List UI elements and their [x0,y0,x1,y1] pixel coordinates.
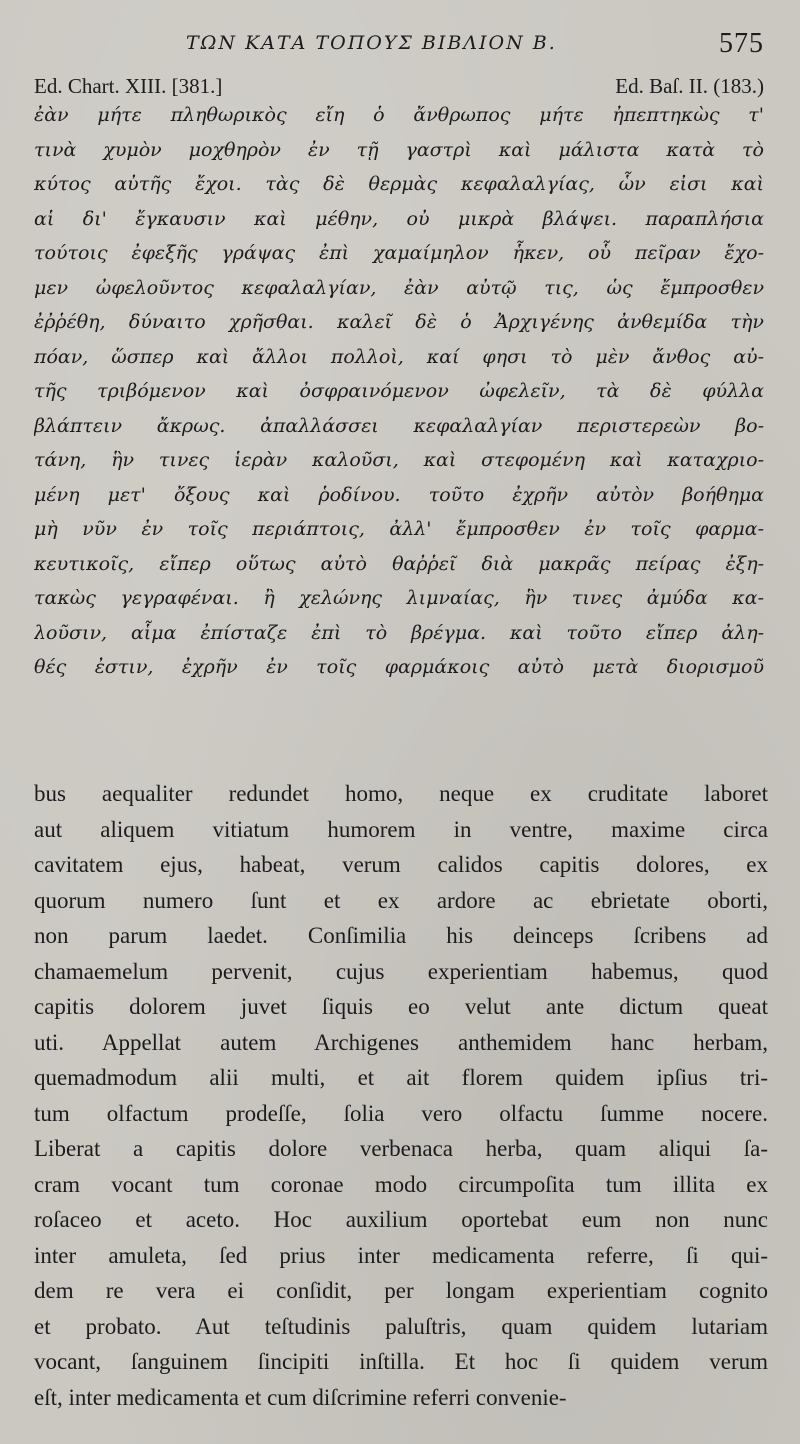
latin-line: roſaceo et aceto. Hoc auxilium oportebat eum non nunc [34,1207,768,1232]
latin-line: eſt, inter medicamenta et cum diſcrimine referri convenie- [34,1384,567,1410]
latin-line: et probato. Aut teſtudinis paluſtris, quam quidem lutariam [34,1313,768,1339]
latin-line: non parum laedet. Conſimilia his deinceps ſcribens ad [34,923,768,948]
greek-line: τάνη, ἣν τινες ἱερὰν καλοῦσι, καὶ στεφομένη καὶ καταχριο- [34,449,764,471]
latin-line: capitis dolorem juvet ſiquis eo velut ante dictum queat [34,994,768,1019]
greek-line: τινὰ χυμὸν μοχθηρὸν ἐν τῇ γαστρὶ καὶ μάλιστα κατὰ τὸ [34,138,764,161]
greek-line: τῆς τριβόμενον καὶ ὀσφραινόμενον ὠφελεῖν, τὰ δὲ φύλλα [34,380,764,402]
greek-line: πόαν, ὥσπερ καὶ ἄλλοι πολλοὶ, καί φησι τὸ μὲν ἄνθος αὐ- [34,345,764,368]
running-head-title: ΤΩΝ ΚΑΤΑ ΤΟΠΟΥΣ ΒΙΒΛΙΟΝ Β. [186,32,557,54]
running-head [0,30,800,60]
latin-line: quemadmodum alii multi, et ait florem quidem ipſius tri- [34,1065,768,1090]
greek-line: τούτοις ἐφεξῆς γράψας ἐπὶ χαμαίμηλον ἧκεν, οὗ πεῖραν ἔχο- [34,242,764,264]
latin-line: vocant, ſanguinem ſincipiti inſtilla. Et hoc ſi quidem verum [34,1349,768,1374]
page-number: 575 [719,28,764,59]
latin-line: dem re vera ei conſidit, per longam experientiam cognito [34,1278,768,1303]
greek-line: ἐὰν μήτε πληθωρικὸς εἴη ὁ ἄνθρωπος μήτε ἠπεπτηκὼς τ' [34,104,764,126]
greek-line: κευτικοῖς, εἴπερ οὕτως αὐτὸ θαῤῥεῖ διὰ μακρᾶς πείρας ἐξη- [34,552,764,575]
latin-line: aut aliquem vitiatum humorem in ventre, maxime circa [34,816,768,842]
latin-line: quorum numero ſunt et ex ardore ac ebrietate oborti, [34,887,768,913]
greek-line: ἐῤῥέθη, δύναιτο χρῆσθαι. καλεῖ δὲ ὁ Ἀρχιγένης ἀνθεμίδα τὴν [34,311,764,333]
greek-line: βλάπτειν ἄκρως. ἀπαλλάσσει κεφαλαλγίαν περιστερεὼν βο- [34,414,764,437]
greek-line: μεν ὠφελοῦντος κεφαλαλγίαν, ἐὰν αὐτῷ τις, ὡς ἔμπροσθεν [34,276,764,299]
latin-text-block [34,776,768,1415]
basel-edition-ref: Ed. Baſ. II. (183.) [615,74,764,98]
greek-line: μένη μετ' ὄξους καὶ ῥοδίνου. τοῦτο ἐχρῆν αὐτὸν βοήθημα [34,483,764,506]
greek-line: αἱ δι' ἔγκαυσιν καὶ μέθην, οὐ μικρὰ βλάψει. παραπλήσια [34,207,764,230]
latin-line: cavitatem ejus, habeat, verum calidos capitis dolores, ex [34,852,768,877]
greek-line: τακὼς γεγραφέναι. ἢ χελώνης λιμναίας, ἣν τινες ἀμύδα κα- [34,587,764,609]
latin-line: tum olfactum prodeſſe, ſolia vero olfactu ſumme nocere. [34,1100,768,1126]
greek-line: θές ἐστιν, ἐχρῆν ἐν τοῖς φαρμάκοις αὐτὸ μετὰ διορισμοῦ [34,656,764,678]
greek-line: κύτος αὐτῆς ἔχοι. τὰς δὲ θερμὰς κεφαλαλγίας, ὧν εἰσι καὶ [34,173,764,195]
greek-line: λοῦσιν, αἷμα ἐπίσταζε ἐπὶ τὸ βρέγμα. καὶ τοῦτο εἴπερ ἀλη- [34,621,764,644]
latin-line: cram vocant tum coronae modo circumpoſita tum illita ex [34,1171,768,1197]
latin-line: inter amuleta, ſed prius inter medicamenta referre, ſi qui- [34,1242,768,1268]
latin-line: Liberat a capitis dolore verbenaca herba, quam aliqui ſa- [34,1136,768,1161]
greek-text-block [34,98,764,685]
greek-line: μὴ νῦν ἐν τοῖς περιάπτοις, ἀλλ' ἔμπροσθεν ἐν τοῖς φαρμα- [34,518,764,540]
chartier-edition-ref: Ed. Chart. XIII. [381.] [34,74,223,98]
latin-line: chamaemelum pervenit, cujus experientiam habemus, quod [34,958,768,984]
latin-line: uti. Appellat autem Archigenes anthemidem hanc herbam, [34,1029,768,1055]
latin-line: bus aequaliter redundet homo, neque ex cruditate laboret [34,781,768,806]
